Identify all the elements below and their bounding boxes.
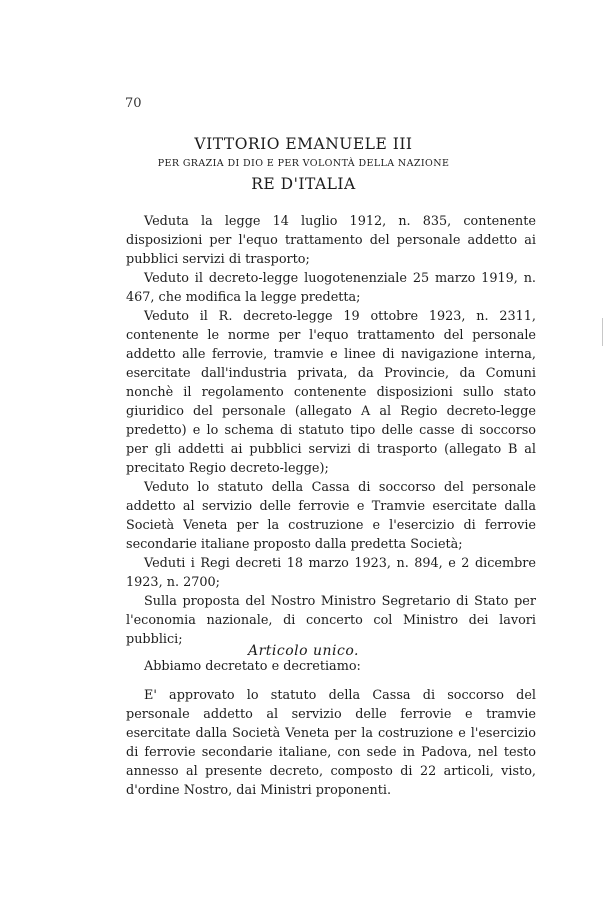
preamble-paragraph-1: Veduta la legge 14 luglio 1912, n. 835, contenente disposizioni per l'equo trattamento del personale addetto ai pubblici servizi di trasporto; bbox=[126, 214, 536, 267]
preamble-paragraph-4: Veduto lo statuto della Cassa di soccorso del personale addetto al servizio delle ferrovie e Tramvie esercitate dalla Società Veneta per la costruzione e l'esercizio di ferrovie secondarie italiane proposto dalla predetta Società; bbox=[126, 480, 536, 552]
preamble-paragraph-6: Sulla proposta del Nostro Ministro Segretario di Stato per l'economia nazionale, di concerto col Ministro dei lavori pubblici; bbox=[126, 594, 536, 647]
preamble-paragraph-3: Veduto il R. decreto-legge 19 ottobre 1923, n. 2311, contenente le norme per l'equo trattamento del personale addetto alle ferrovie, tramvie e linee di navigazione interna, esercitate dall'industria privata, da Provincie, da Comuni nonchè il regolamento contenente disposizioni sullo stato giuridico del personale (allegato A al Regio decreto-legge predetto) e lo schema di statuto tipo delle casse di soccorso per gli addetti ai pubblici servizi di trasporto (allegato B al precitato Regio decreto-legge); bbox=[126, 309, 536, 476]
preamble-paragraph-5: Veduti i Regi decreti 18 marzo 1923, n. 894, e 2 dicembre 1923, n. 2700; bbox=[126, 556, 536, 590]
preamble bbox=[126, 212, 536, 676]
decree-line: Abbiamo decretato e decretiamo: bbox=[144, 659, 361, 674]
page-number: 70 bbox=[125, 96, 142, 111]
article-paragraph: E' approvato lo statuto della Cassa di soccorso del personale addetto al servizio delle ferrovie e tramvie esercitate dalla Società Veneta per la costruzione e l'esercizio di ferrovie secondarie italiane, con sede in Padova, nel testo annesso al presente decreto, composto di 22 articoli, visto, d'ordine Nostro, dai Ministri proponenti. bbox=[126, 688, 536, 798]
preamble-paragraph-2: Veduto il decreto-legge luogotenenziale 25 marzo 1919, n. 467, che modifica la legge predetta; bbox=[126, 271, 536, 305]
decree-title: VITTORIO EMANUELE III bbox=[194, 135, 413, 153]
decree-title-king: RE D'ITALIA bbox=[251, 175, 356, 193]
scan-edge-mark bbox=[602, 318, 603, 346]
article-body bbox=[126, 686, 536, 800]
article-heading: Articolo unico. bbox=[247, 643, 360, 659]
decree-subtitle: PER GRAZIA DI DIO E PER VOLONTÀ DELLA NAZIONE bbox=[157, 158, 450, 169]
